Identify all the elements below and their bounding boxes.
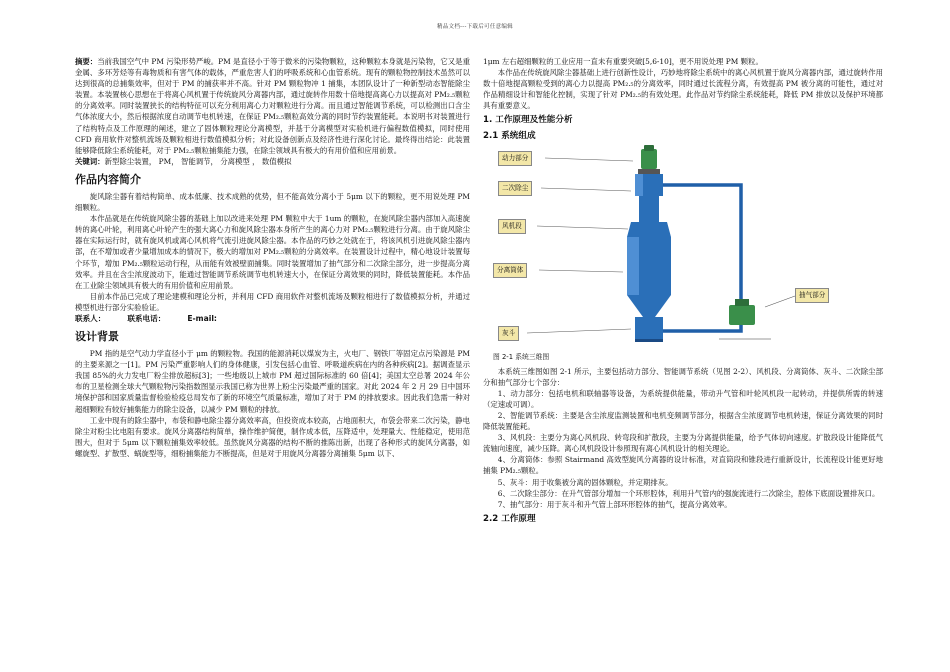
label-hopper: 灰斗 xyxy=(498,326,519,341)
contact-line xyxy=(75,313,470,324)
intro-paragraph-3: 目前本作品已完成了理论建模和理论分析，并利用 CFD 商用软件对整机流场及颗粒相进行了数值模拟分析，并通过模型机进行部分实验验证。 xyxy=(75,291,470,312)
list-item: 1、动力部分：包括电机和联轴器等设备，为系统提供能量，带动升气管和叶轮风机段一起转动，并提供所需的转速（定速或可调）。 xyxy=(483,388,883,409)
section-2-1-title: 2.1 系统组成 xyxy=(483,131,536,142)
background-paragraph-2: 工业中现有的除尘器中，布袋和静电除尘器分离效率高，但投资成本较高，占地面积大，布袋会带来二次污染，静电除尘对粉尘比电阻有要求。旋风分离器结构简单，操作维护简便，制作成本低，压降适中，处理量大、性能稳定，使用范围大，但对于 5μm 以下颗粒捕集效率较低。虽然旋风分离器的结构不断的推陈出新，出现了各种形式的旋风分离器，如螺旋型、扩散型、蜗旋型等，细粉捕集能力不断提高，但是对于用旋风分离器分离捕集 5μm 以下、 xyxy=(75,415,470,458)
list-item: 2、智能调节系统：主要是含尘浓度监测装置和电机变频调节部分，根据含尘浓度调节电机转速，保证分离效果的同时降低装置能耗。 xyxy=(483,410,883,432)
right-column xyxy=(483,56,883,528)
abstract-label: 摘要： xyxy=(75,57,98,66)
keywords-text: 新型除尘装置， PM， 智能调节， 分离模型 ， 数值模拟 xyxy=(104,156,292,166)
left-column xyxy=(75,56,470,459)
contact-person-label: 联系人： xyxy=(75,313,106,323)
keywords-label: 关键词： xyxy=(75,156,105,166)
section-1-title: 1. 工作原理及性能分析 xyxy=(483,115,573,126)
label-separation-body: 分离筒体 xyxy=(493,263,527,278)
intro-title: 作品内容简介 xyxy=(75,172,141,186)
intro-paragraph-1: 旋风除尘器有着结构简单、成本低廉、技术成熟的优势，但不能高效分离小于 5μm 以下的颗粒，更不用说处理 PM 细颗粒。 xyxy=(75,191,470,213)
background-title: 设计背景 xyxy=(75,330,119,344)
hopper-vessel xyxy=(635,317,663,339)
continued-paragraph: 1μm 左右超细颗粒的工业应用一直未有重要突破[5,6-10]，更不用说处理 PM 颗粒。 xyxy=(483,57,763,66)
system-diagram-svg xyxy=(483,145,883,351)
abstract-paragraph xyxy=(75,56,470,156)
header-note: 精品文档---下载后可任意编辑 xyxy=(436,24,514,30)
keywords-line xyxy=(75,156,470,167)
motor-icon xyxy=(641,149,657,169)
label-secondary-dust: 二次除尘 xyxy=(498,181,532,196)
intro-paragraph-2: 本作品就是在传统旋风除尘器的基础上加以改进来处理 PM 颗粒中大于 1um 的颗粒，在旋风除尘器内部加入高速旋转的离心叶轮，利用离心叶轮产生的强大离心力和旋风除尘器本身所产生的离心力对 PM₂.₅颗粒进行分离。由于旋风除尘器在实际运行时，就有旋风机或离心风机将气流引进旋风除尘器。本作品的巧妙之处就在于，将该风机引进旋风除尘器内部，在不增加或者少量增加成本的情况下，极大的增加对 PM₂.₅颗粒的分离效率。在装置设计过程中，精心地设计装置每个环节，增加 PM₂.₅颗粒运动行程，从而能有效被壁面捕集。同时装置增加了抽气部分和二次除尘部分，进一步提高分离效率。并且在含尘浓度波动下，能通过智能调节系统调节电机转速大小，在保证分离效果的同时，降低装置能耗。本作品在工业除尘领域具有极大的有用价值和应用前景。 xyxy=(75,214,470,290)
contact-phone-label: 联系电话： xyxy=(127,313,166,323)
figure-caption: 图 2-1 系统三维图 xyxy=(493,353,550,362)
abstract-text: 当前我国空气中 PM 污染形势严峻。PM 是直径小于等于微米的污染物颗粒，这种颗粒本身就是污染物，它又是重金属、多环芳烃等有毒物质和有害气体的载体，严重危害人们的呼吸系统和心血管系统。现有的颗粒物控制技术虽然可以达到很高的总捕集效率，但对于 PM 的捕获率并不高。针对 PM 颗粒物冲 1 捕集，本团队设计了一种新型动态智能除尘装置。本装置核心思想在于将离心风机置于传统旋风分离器内部，通过旋转作用数十倍地提高离心力以提高对 PM₂.₅颗粒的分离效率。同时装置狭长的结构特征可以充分利用离心力对颗粒进行分离。而且通过智能调节系统，可以检测出口含尘气体浓度大小，然后根据浓度自动调节电机转速，在保证 PM₂.₅颗粒高效分离的同时节约装置能耗。本说明书对装置进行了结构特点及工作原理的阐述，建立了固体颗粒理论分离模型，并基于分离模型对实验机进行偏程数值模拟，同时使用 CFD 商用软件对整机流场及颗粒相进行数值模拟分析；对此设备创新点及经济性进行深化讨论。最终得出结论：此装置能够降低除尘系统能耗，对于 PM₂.₅颗粒捕集能力强，在除尘领域具有极大的有用价值和应用前景。 xyxy=(75,57,470,155)
list-item: 7、抽气部分：用于灰斗和升气管上部环形腔体的抽气，提高分离效率。 xyxy=(497,499,732,509)
label-power: 动力部分 xyxy=(498,151,532,166)
label-suction: 抽气部分 xyxy=(795,288,829,303)
list-item: 6、二次除尘部分：在升气管部分增加一个环形腔体，利用升气管内的强旋流进行二次除尘，腔体下底面设置排灰口。 xyxy=(497,488,880,498)
contact-email-label: E-mail: xyxy=(187,313,217,323)
list-item: 4、分离筒体：参照 Stairmand 高效型旋风分离器的设计标准，对直筒段和锥段进行重新设计，长流程设计能更好地捕集 PM₂.₅颗粒。 xyxy=(483,455,883,476)
label-fan-section: 风机段 xyxy=(498,219,526,234)
section-2-2-title: 2.2 工作原理 xyxy=(483,513,536,524)
background-paragraph-1: PM 指的是空气动力学直径小于 μm 的颗粒物。我国的能源消耗以煤炭为主，火电厂、钢铁厂等固定点污染源是 PM 的主要来源之一[1]。PM 污染严重影响人们的身体健康，引发包括心血管、呼吸道疾病在内的各种疾病[2]。据调查显示我国 85%的火力发电厂粉尘排放超标[3]；一些地级以上城市 PM 超过国际标准的 60 倍[4]；美国太空总署 2024 年公布的卫星检测全球大气颗粒物污染指数图显示我国已称为世界上粉尘污染最严重的国家。对此 2024 年 2 月 29 日中国环境保护部和国家质量监督检验检疫总局发布了新的环境空气质量标准，增加了对于 PM 的排放要求。因此我们急需一种对超细颗粒有较好捕集能力的除尘设备，以减少 PM 颗粒的排放。 xyxy=(75,349,470,414)
suction-unit-icon xyxy=(729,305,755,325)
system-3d-figure xyxy=(483,145,883,351)
list-item: 3、风机段：主要分为离心风机段、转弯段和扩散段，主要为分离提供能量，给予气体切向速度。扩散段设计能降低气流轴向速度，减少压降。离心风机段设计参照现有离心风机设计的相关理论。 xyxy=(483,433,883,454)
innovation-paragraph: 本作品在传统旋风除尘器基础上进行创新性设计，巧妙地将除尘系统中的离心风机置于旋风分离器内部，通过旋转作用数十倍地提高颗粒受到的离心力以提高 PM₂.₅的分离效率，同时通过长流程分离，有效提高 PM 被分离的可能性，通过对作品精细设计和智能化控制，实现了针对 PM₂.₅的有效处理。此作品对节约除尘系统能耗，降低 PM 排放以及保护环境都具有重要意义。 xyxy=(483,68,883,111)
figure-description: 本系统三维图如图 2-1 所示，主要包括动力部分、智能调节系统（见图 2-2）、风机段、分离筒体、灰斗、二次除尘部分和抽气部分七个部分： xyxy=(483,366,883,387)
list-item: 5、灰斗：用于收集被分离的固体颗粒，并定期排灰。 xyxy=(497,477,673,487)
fan-section-vessel xyxy=(639,196,659,222)
